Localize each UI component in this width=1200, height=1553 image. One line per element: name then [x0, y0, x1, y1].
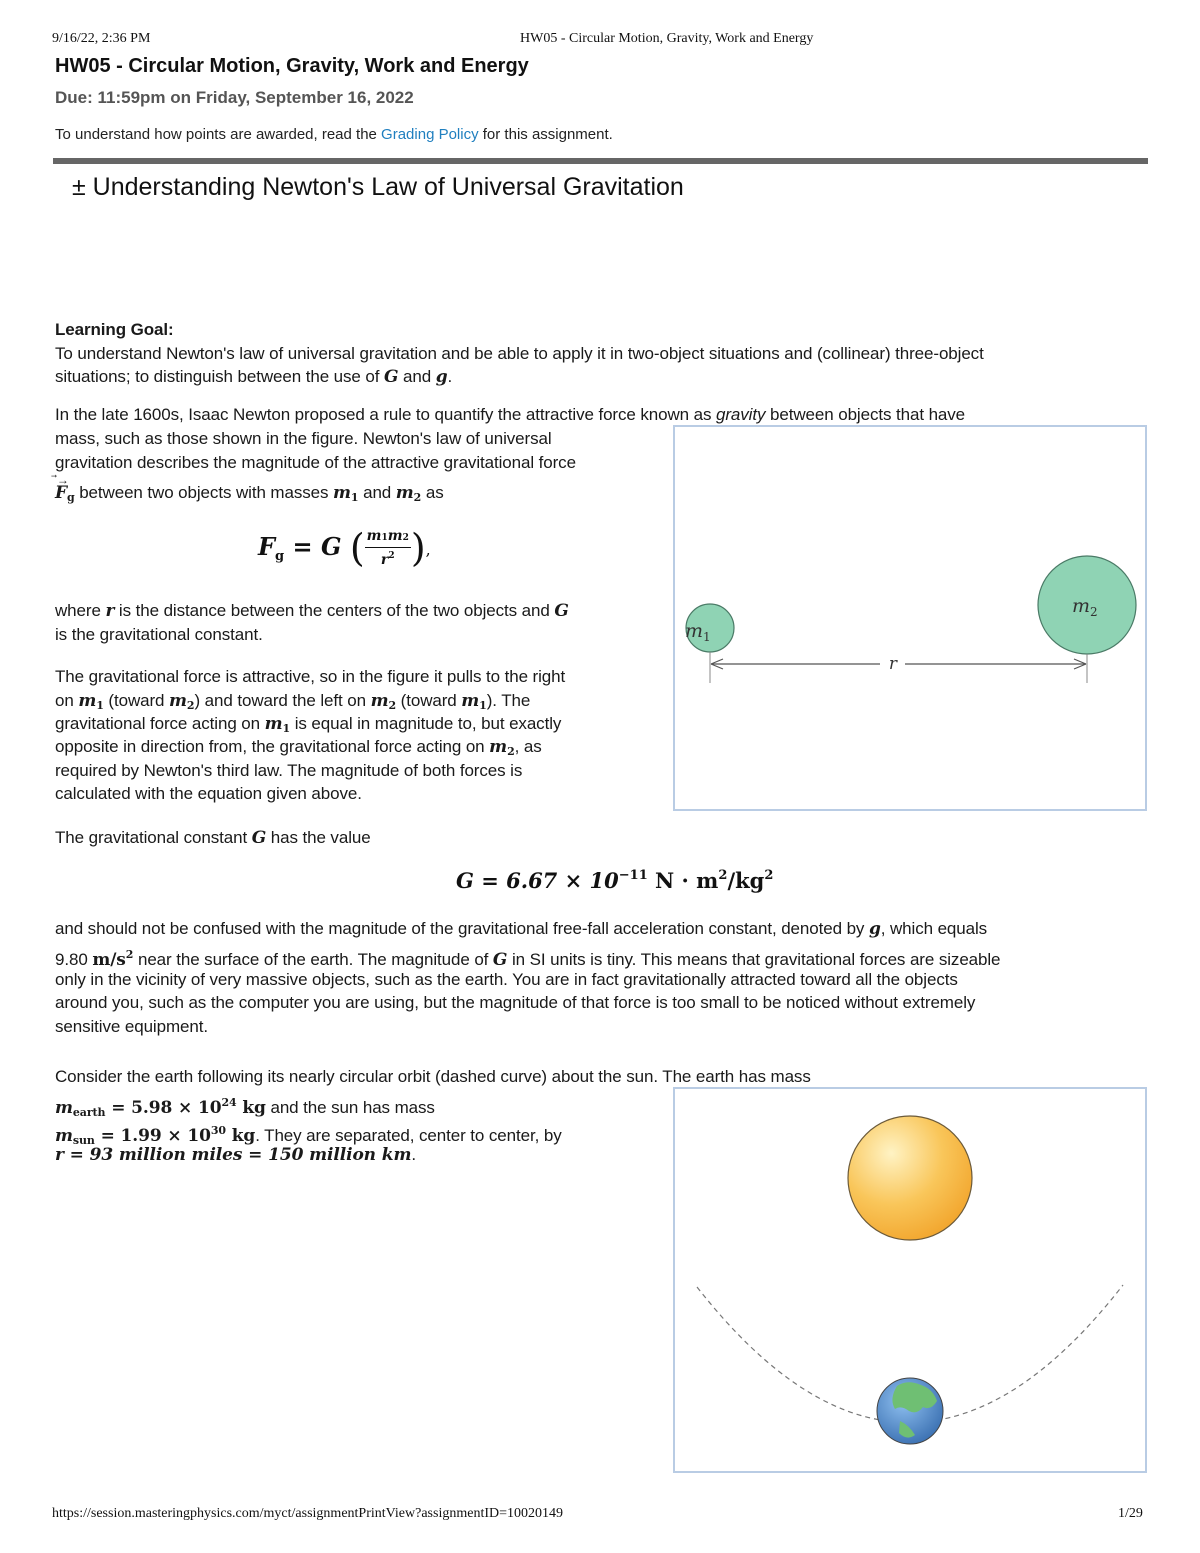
m-earth: m: [55, 1098, 73, 1118]
lg-text-b: and: [398, 367, 436, 386]
learning-goal-line1: To understand Newton's law of universal gravitation and be able to apply it in two-object situations and (collinear) three-object: [55, 344, 984, 363]
p3-m2c: m: [489, 737, 508, 757]
p5-line4: around you, such as the computer you are using, but the magnitude of that force is too small to be noticed without extremely: [55, 993, 976, 1012]
p3-line1: The gravitational force is attractive, so in the figure it pulls to the right: [55, 667, 566, 686]
p5-2a: 9.80: [55, 950, 93, 969]
p1-line4-b: and: [358, 483, 396, 502]
symbol-Fg-vector: [55, 473, 75, 509]
p5-units-exp: 2: [125, 948, 134, 961]
p3-line6: calculated with the equation given above.: [55, 784, 362, 803]
p1-line4-c: as: [421, 483, 444, 502]
p3-line5: required by Newton's third law. The magnitude of both forces is: [55, 761, 523, 780]
G-units: N · m: [647, 868, 719, 893]
p3-m1b: m: [461, 691, 480, 711]
p4-b: has the value: [266, 828, 371, 847]
eq-m2: m: [387, 528, 403, 544]
p4-a: The gravitational constant: [55, 828, 252, 847]
grading-note: [55, 126, 613, 143]
m-sun: m: [55, 1126, 73, 1146]
two-masses-figure: [673, 425, 1147, 811]
p5-1a: and should not be confused with the magnitude of the gravitational free-fall acceleration constant, denoted by: [55, 919, 869, 938]
p5-2c: in SI units is tiny. This means that gravitational forces are sizeable: [507, 950, 1001, 969]
vector-arrow-icon: ⃗→: [57, 473, 69, 487]
p1-line4: [55, 473, 444, 509]
earth-exp: 24: [221, 1096, 237, 1109]
lg-text-a: situations; to distinguish between the use of: [55, 367, 385, 386]
sun-mass-eq: = 1.99 × 10: [94, 1126, 211, 1146]
eq-fraction: [365, 528, 411, 569]
p3-m1-sub: 1: [96, 699, 104, 712]
p3-2e: ). The: [486, 691, 531, 710]
eq-F: F: [258, 532, 276, 561]
p6-line4: [55, 1143, 416, 1167]
p1-line1: [55, 403, 965, 426]
learning-goal-label: Learning Goal:: [55, 320, 174, 339]
p5-line1: [55, 917, 987, 941]
p1-text-b: between objects that have: [765, 405, 966, 424]
footer-url: https://session.masteringphysics.com/myct/assignmentPrintView?assignmentID=10020149: [52, 1506, 564, 1521]
p6-2b: and the sun has mass: [265, 1098, 435, 1117]
p5-line5: sensitive equipment.: [55, 1017, 208, 1036]
eq-r-exp: 2: [388, 551, 395, 561]
p3-3a: gravitational force acting on: [55, 714, 265, 733]
p3-m1c: m: [264, 714, 283, 734]
p3-m1b-sub: 1: [479, 699, 487, 712]
earth-unit: kg: [236, 1098, 266, 1118]
grading-policy-link[interactable]: Grading Policy: [381, 126, 479, 143]
sun: [848, 1116, 972, 1240]
p5-units: m/s: [92, 950, 126, 970]
eq-G: G: [320, 532, 342, 561]
symbol-m2: m: [395, 483, 414, 503]
p6-line1: Consider the earth following its nearly circular orbit (dashed curve) about the sun. The earth has mass: [55, 1067, 811, 1086]
p3-m1c-sub: 1: [282, 722, 291, 735]
p1-emphasis: gravity: [716, 405, 766, 424]
sub-2: 2: [413, 491, 422, 504]
symbol-G: G: [384, 367, 399, 387]
subscript-g: g: [66, 491, 75, 504]
symbol-r: r: [105, 601, 115, 621]
p3-m2b-sub: 2: [388, 699, 397, 712]
p3-3b: is equal in magnitude to, but exactly: [290, 714, 562, 733]
eq-r: r: [380, 552, 389, 568]
sub-1: 1: [350, 491, 359, 504]
p3-2d: (toward: [396, 691, 462, 710]
p5-line3: only in the vicinity of very massive objects, such as the earth. You are in fact gravitationally attracted toward all the objects: [55, 970, 958, 989]
p2-text-b: is the distance between the centers of the two objects and: [114, 601, 555, 620]
p3-m2: m: [169, 691, 187, 711]
p3-2c: ) and toward the left on: [194, 691, 371, 710]
due-date: Due: 11:59pm on Friday, September 16, 2022: [55, 88, 414, 107]
p5-g: g: [868, 919, 881, 939]
p2-text-a: where: [55, 601, 106, 620]
p5-1b: , which equals: [880, 919, 988, 938]
p4-G: G: [251, 828, 267, 848]
p3-m2c-sub: 2: [507, 745, 515, 758]
p3-2a: on: [55, 691, 79, 710]
p3-m1: m: [78, 691, 97, 711]
eq-m1: m: [366, 528, 382, 544]
G-value-text: G = 6.67 × 10: [456, 868, 619, 893]
p4: [55, 826, 371, 850]
G-exponent: −11: [618, 868, 648, 883]
symbol-m1: m: [333, 483, 351, 503]
G-units2: /kg: [727, 868, 765, 893]
sun-unit: kg: [225, 1126, 256, 1146]
p6-4b: .: [411, 1145, 416, 1164]
m-sun-sub: sun: [72, 1134, 95, 1147]
grading-suffix: for this assignment.: [478, 126, 613, 143]
p5-2b: near the surface of the earth. The magnitude of: [133, 950, 493, 969]
p1-text-a: In the late 1600s, Isaac Newton proposed a rule to quantify the attractive force known as: [55, 405, 717, 424]
symbol-g: g: [435, 367, 448, 387]
r-label: r: [888, 654, 898, 674]
p3-m2b: m: [370, 691, 389, 711]
p1-line4-a: between two objects with masses: [74, 483, 334, 502]
eq-m1-sub: 1: [381, 533, 388, 543]
symbol-F: F: [55, 483, 67, 503]
p6-3b: . They are separated, center to center, by: [255, 1126, 562, 1145]
section-divider: [53, 158, 1148, 164]
p1-line2: mass, such as those shown in the figure. Newton's law of universal: [55, 429, 552, 448]
m2-label: $m_2$: [1072, 595, 1098, 619]
print-doc-title: HW05 - Circular Motion, Gravity, Work and Energy: [520, 31, 814, 46]
eq-F-sub: g: [275, 549, 285, 564]
p1-line3: gravitation describes the magnitude of the attractive gravitational force: [55, 453, 576, 472]
gravitation-equation: $F_g = G$ ( $\frac{m1m2}{r^2}$ ),: [258, 526, 431, 570]
G-value-equation: [456, 868, 773, 893]
earth-mass-eq: = 5.98 × 10: [105, 1098, 222, 1118]
learning-goal-line2: situations; to distinguish between the use of G and g.: [55, 367, 453, 387]
G-units2-exp: 2: [764, 868, 774, 883]
assignment-title: HW05 - Circular Motion, Gravity, Work and Energy: [55, 55, 529, 77]
m1-label: $m_1$: [685, 620, 711, 644]
eq-m2-sub: 2: [402, 533, 409, 543]
p3-2b: (toward: [103, 691, 170, 710]
earth-sun-diagram: [675, 1089, 1145, 1471]
p3-m2-sub: 2: [186, 699, 195, 712]
sun-exp: 30: [210, 1124, 226, 1137]
page-number: 1/29: [1118, 1506, 1143, 1521]
G-units-exp: 2: [718, 868, 728, 883]
symbol-G-2: G: [554, 601, 569, 621]
distance-eq: r = 93 million miles = 150 million km: [55, 1145, 412, 1165]
earth-sun-figure: [673, 1087, 1147, 1473]
m-earth-sub: earth: [72, 1106, 106, 1119]
p5-G: G: [492, 950, 508, 970]
two-masses-diagram: [675, 427, 1145, 809]
p2-line1: [55, 599, 569, 623]
problem-title: ± Understanding Newton's Law of Universal Gravitation: [72, 173, 684, 201]
p3-4a: opposite in direction from, the gravitational force acting on: [55, 737, 490, 756]
grading-prefix: To understand how points are awarded, read the: [55, 126, 382, 143]
print-datetime: 9/16/22, 2:36 PM: [52, 31, 151, 46]
p2-line2: is the gravitational constant.: [55, 625, 263, 644]
p3-4b: , as: [514, 737, 542, 756]
